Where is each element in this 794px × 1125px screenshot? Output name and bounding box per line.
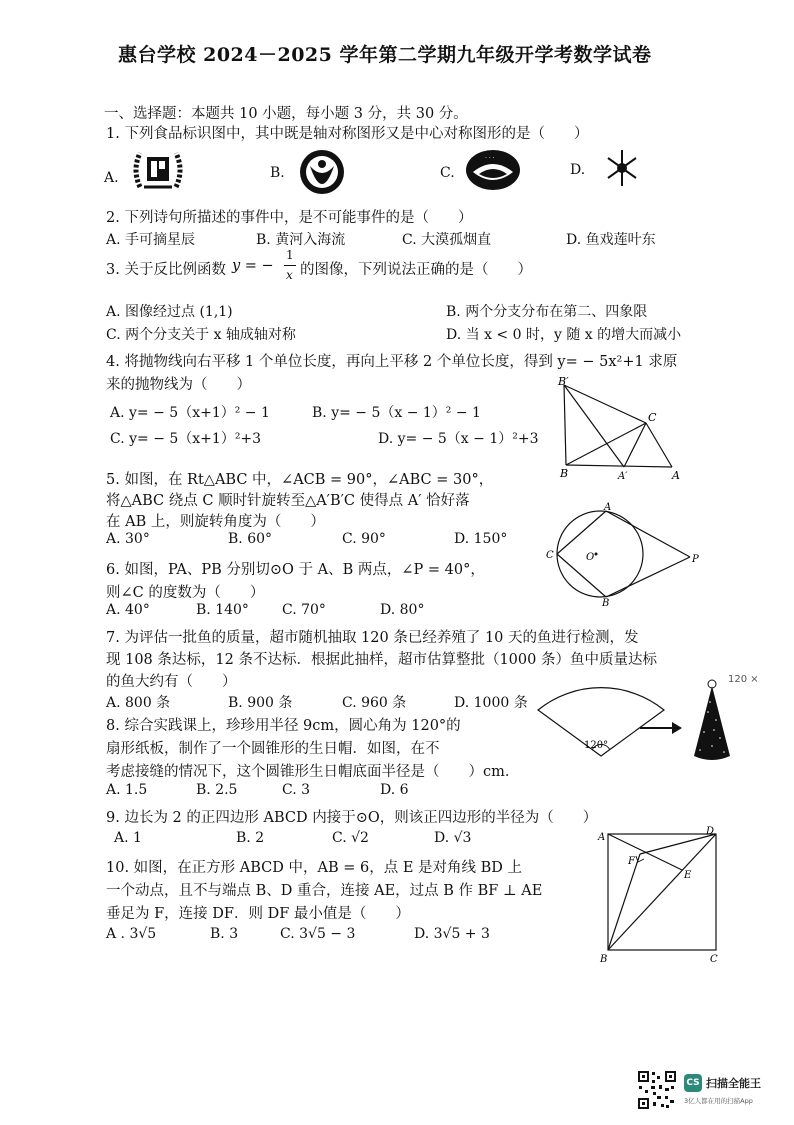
q10-label-e: E	[684, 870, 692, 881]
q3-stem-pre: 3. 关于反比例函数	[106, 262, 226, 278]
q5-stem-line1: 5. 如图，在 Rt△ABC 中，∠ACB = 90°，∠ABC = 30°，	[106, 472, 494, 488]
q1-logo-a-icon	[130, 145, 186, 195]
q8-option-c: C. 3	[282, 782, 311, 798]
q6-label-a: A	[604, 502, 612, 513]
q5-label-a: A	[672, 469, 680, 482]
q4-option-c: C. y= − 5（x+1）²+3	[110, 431, 262, 447]
q6-label-o: O	[586, 552, 595, 563]
q10-option-a: A . 3√5	[106, 926, 157, 942]
q2-option-a: A. 手可摘星辰	[106, 232, 196, 248]
q7-stem-line2: 现 108 条达标，12 条不达标．根据此抽样，超市估算整批（1000 条）鱼中质量达标	[106, 652, 657, 668]
q10-label-b: B	[600, 954, 608, 965]
q10-option-d: D. 3√5 + 3	[414, 926, 490, 942]
q10-figure	[596, 826, 732, 966]
q8-stem-line1: 8. 综合实践课上，珍珍用半径 9cm，圆心角为 120°的	[106, 718, 461, 734]
q3-fraction-den: x	[286, 268, 293, 282]
q4-stem-line2: 来的抛物线为（ ）	[106, 377, 251, 393]
q6-option-d: D. 80°	[380, 602, 425, 618]
q3-fraction-num: 1	[286, 248, 294, 262]
q5-label-aprime: A′	[618, 471, 628, 482]
q1-stem: 1. 下列食品标识图中，其中既是轴对称图形又是中心对称图形的是（ ）	[106, 126, 589, 142]
q3-stem-post: 的图像，下列说法正确的是（ ）	[300, 262, 532, 278]
q4-option-d: D. y= − 5（x − 1）²+3	[378, 431, 539, 447]
q1-logo-d-icon	[605, 148, 639, 188]
q3-func-y: y = −	[232, 258, 274, 274]
q6-figure	[534, 502, 714, 606]
q3-option-d: D. 当 x < 0 时，y 随 x 的增大而减小	[446, 327, 682, 343]
q3-fraction-bar	[284, 265, 296, 266]
q7-stem-line3: 的鱼大约有（ ）	[106, 674, 237, 690]
q3-option-b: B. 两个分支分布在第二、四象限	[446, 304, 648, 320]
q1-option-d: D.	[570, 162, 586, 178]
q8-stem-line3: 考虑接缝的情况下，这个圆锥形生日帽底面半径是（ ）cm．	[106, 764, 520, 780]
q5-stem-line3: 在 AB 上，则旋转角度为（ ）	[106, 514, 325, 530]
q8-option-d: D. 6	[380, 782, 409, 798]
q5-option-a: A. 30°	[106, 531, 150, 547]
q7-option-d: D. 1000 条	[454, 695, 528, 711]
q10-label-d: D	[706, 826, 715, 837]
q5-option-d: D. 150°	[454, 531, 508, 547]
q5-label-bprime: B′	[558, 375, 569, 388]
q8-angle-label: 120°	[584, 740, 609, 751]
q1-logo-c-icon	[465, 148, 521, 192]
qr-code-icon	[637, 1070, 677, 1110]
q10-option-c: C. 3√5 − 3	[280, 926, 356, 942]
q9-option-a: A. 1	[114, 830, 142, 846]
q6-option-a: A. 40°	[106, 602, 150, 618]
q9-option-d: D. √3	[434, 830, 472, 846]
scanner-tagline: 3亿人都在用的扫描App	[684, 1097, 753, 1105]
q2-option-d: D. 鱼戏莲叶东	[566, 232, 656, 248]
q10-stem-line3: 垂足为 F，连接 DF．则 DF 最小值是（ ）	[106, 906, 410, 922]
q4-option-a: A. y= − 5（x+1）² − 1	[110, 405, 270, 421]
q1-option-c: C.	[440, 165, 455, 181]
q6-label-p: P	[692, 554, 699, 565]
section-heading: 一、选择题：本题共 10 小题，每小题 3 分，共 30 分。	[104, 106, 468, 122]
q10-label-a: A	[598, 832, 606, 843]
scanner-logo-icon: CS	[684, 1074, 702, 1092]
q4-stem-line1: 4. 将抛物线向右平移 1 个单位长度，再向上平移 2 个单位长度，得到 y= − 5x²+1 求原	[106, 354, 678, 370]
q2-option-b: B. 黄河入海流	[256, 232, 346, 248]
q1-option-b: B.	[270, 165, 285, 181]
q5-stem-line2: 将△ABC 绕点 C 顺时针旋转至△A′B′C 使得点 A′ 恰好落	[106, 493, 470, 509]
q7-option-a: A. 800 条	[106, 695, 171, 711]
q7-option-c: C. 960 条	[342, 695, 407, 711]
q6-stem-line1: 6. 如图，PA、PB 分别切⊙O 于 A、B 两点，∠P = 40°，	[106, 562, 485, 578]
q10-label-f: F	[628, 856, 635, 867]
q2-option-c: C. 大漠孤烟直	[402, 232, 492, 248]
q10-label-c: C	[710, 954, 718, 965]
q9-stem: 9. 边长为 2 的正四边形 ABCD 内接于⊙O，则该正四边形的半径为（ ）	[106, 810, 598, 826]
q1-logo-b-icon	[298, 148, 346, 196]
scanner-app-name: 扫描全能王	[706, 1077, 761, 1090]
q6-stem-line2: 则∠C 的度数为（ ）	[106, 585, 265, 601]
q8-option-b: B. 2.5	[196, 782, 238, 798]
q9-option-c: C. √2	[332, 830, 369, 846]
q5-option-b: B. 60°	[228, 531, 273, 547]
q8-stem-line2: 扇形纸板，制作了一个圆锥形的生日帽．如图，在不	[106, 741, 440, 757]
q3-option-c: C. 两个分支关于 x 轴成轴对称	[106, 327, 296, 343]
q9-option-b: B. 2	[236, 830, 265, 846]
q2-stem: 2. 下列诗句所描述的事件中，是不可能事件的是（ ）	[106, 210, 473, 226]
q8-figure	[532, 672, 732, 776]
q1-option-a: A.	[104, 170, 119, 186]
q10-stem-line1: 10. 如图，在正方形 ABCD 中，AB = 6，点 E 是对角线 BD 上	[106, 860, 523, 876]
q10-option-b: B. 3	[210, 926, 239, 942]
q7-option-b: B. 900 条	[228, 695, 293, 711]
q6-label-c: C	[546, 550, 554, 561]
q5-label-c: C	[648, 411, 657, 424]
q6-option-c: C. 70°	[282, 602, 326, 618]
q6-option-b: B. 140°	[196, 602, 249, 618]
svg-text:· · ·: · · ·	[485, 155, 495, 162]
q6-label-b: B	[602, 598, 610, 606]
q5-label-b: B	[560, 467, 569, 480]
q7-margin-note: 120 ×	[728, 674, 759, 685]
q5-option-c: C. 90°	[342, 531, 386, 547]
q10-stem-line2: 一个动点，且不与端点 B、D 重合，连接 AE，过点 B 作 BF ⊥ AE	[106, 883, 543, 899]
exam-title: 惠台学校 2024－2025 学年第二学期九年级开学考数学试卷	[118, 44, 652, 66]
q7-stem-line1: 7. 为评估一批鱼的质量，超市随机抽取 120 条已经养殖了 10 天的鱼进行检测，发	[106, 630, 639, 646]
q3-option-a: A. 图像经过点 (1,1)	[106, 304, 233, 320]
q8-option-a: A. 1.5	[106, 782, 148, 798]
q5-figure	[552, 375, 692, 485]
q4-option-b: B. y= − 5（x − 1）² − 1	[312, 405, 481, 421]
